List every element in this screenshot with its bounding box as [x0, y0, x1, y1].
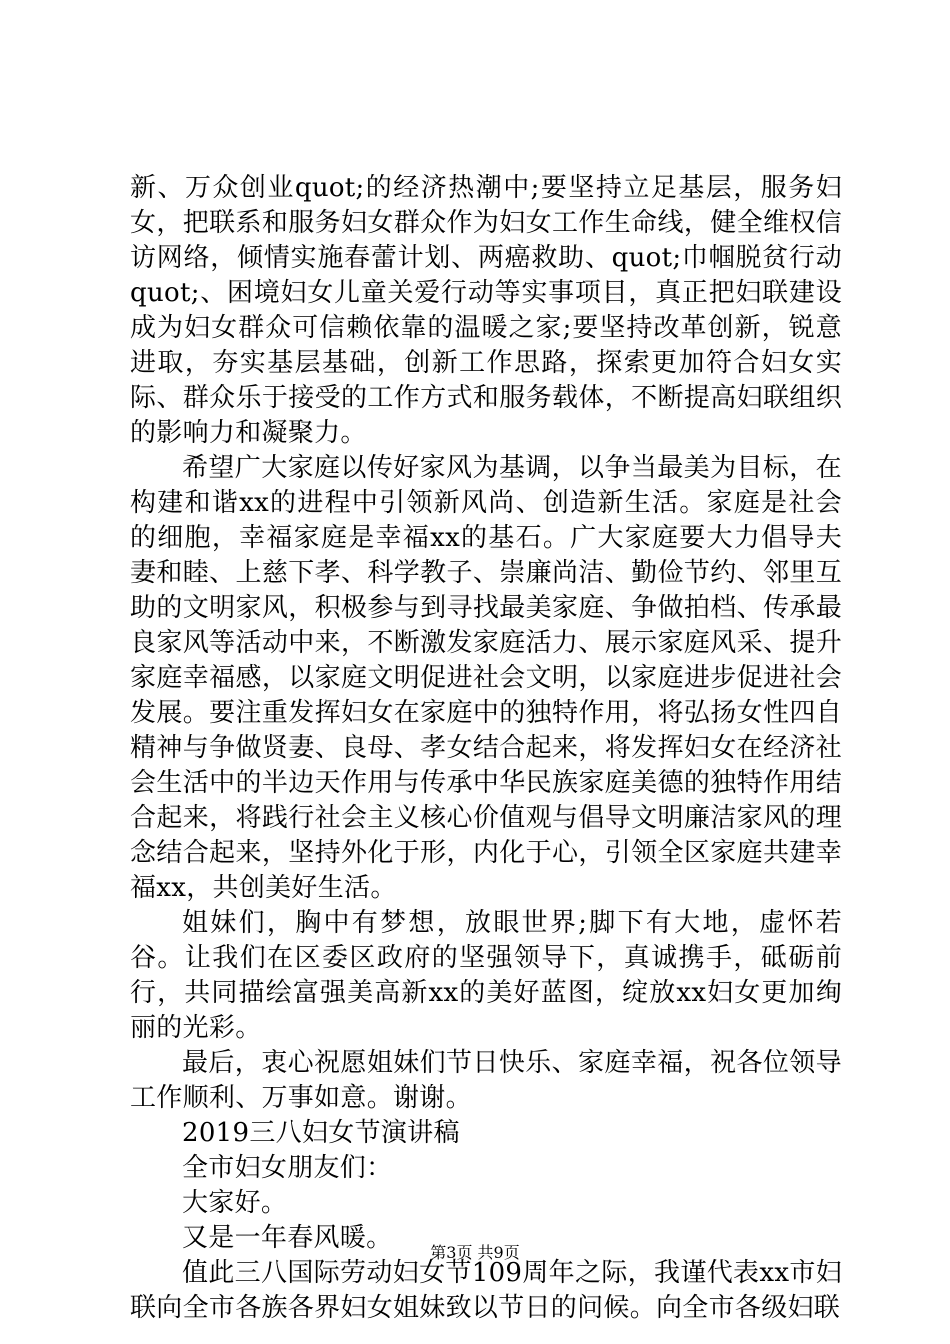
paragraph-family-values: 希望广大家庭以传好家风为基调，以争当最美为目标，在构建和谐xx的进程中引领新风尚、创造新生活。家庭是社会的细胞，幸福家庭是幸福xx的基石。广大家庭要大力倡导夫妻和睦、上慈下孝、科学教子、崇廉尚洁、勤俭节约、邻里互助的文明家风，积极参与到寻找最美家庭、争做拍档、传承最良家风等活动中来，不断激发家庭活力、展示家庭风采、提升家庭幸福感，以家庭文明促进社会文明，以家庭进步促进社会发展。要注重发挥妇女在家庭中的独特作用，将弘扬女性四自精神与争做贤妻、良母、孝女结合起来，将发挥妇女在经济社会生活中的半边天作用与传承中华民族家庭美德的独特作用结合起来，将践行社会主义核心价值观与倡导文明廉洁家风的理念结合起来，坚持外化于形，内化于心，引领全区家庭共建幸福xx，共创美好生活。 — [130, 453, 842, 903]
speech-salutation: 全市妇女朋友们： — [182, 1153, 393, 1183]
speech-greeting: 大家好。 — [182, 1188, 288, 1218]
document-body — [130, 171, 842, 1326]
paragraph-closing-wishes: 最后，衷心祝愿姐妹们节日快乐、家庭幸福，祝各位领导工作顺利、万事如意。谢谢。 — [130, 1048, 842, 1113]
page-number-footer: 第3页 共9页 — [430, 1243, 520, 1262]
paragraph-sisters: 姐妹们，胸中有梦想，放眼世界;脚下有大地，虚怀若谷。让我们在区委区政府的坚强领导下，真诚携手，砥砺前行，共同描绘富强美高新xx的美好蓝图，绽放xx妇女更加绚丽的光彩。 — [130, 908, 842, 1043]
speech-title: 2019三八妇女节演讲稿 — [182, 1118, 460, 1148]
speech-first-paragraph: 值此三八国际劳动妇女节109周年之际，我谨代表xx市妇联向全市各族各界妇女姐妹致以节日的问候。向全市各级妇联 — [130, 1258, 842, 1323]
speech-opening-line: 又是一年春风暖。 — [182, 1223, 393, 1253]
paragraph-continuation: 新、万众创业quot;的经济热潮中;要坚持立足基层，服务妇女，把联系和服务妇女群众作为妇女工作生命线，健全维权信访网络，倾情实施春蕾计划、两癌救助、quot;巾帼脱贫行动quot;、困境妇女儿童关爱行动等实事项目，真正把妇联建设成为妇女群众可信赖依靠的温暖之家;要坚持改革创新，锐意进取，夯实基层基础，创新工作思路，探索更加符合妇女实际、群众乐于接受的工作方式和服务载体，不断提高妇联组织的影响力和凝聚力。 — [130, 173, 842, 448]
